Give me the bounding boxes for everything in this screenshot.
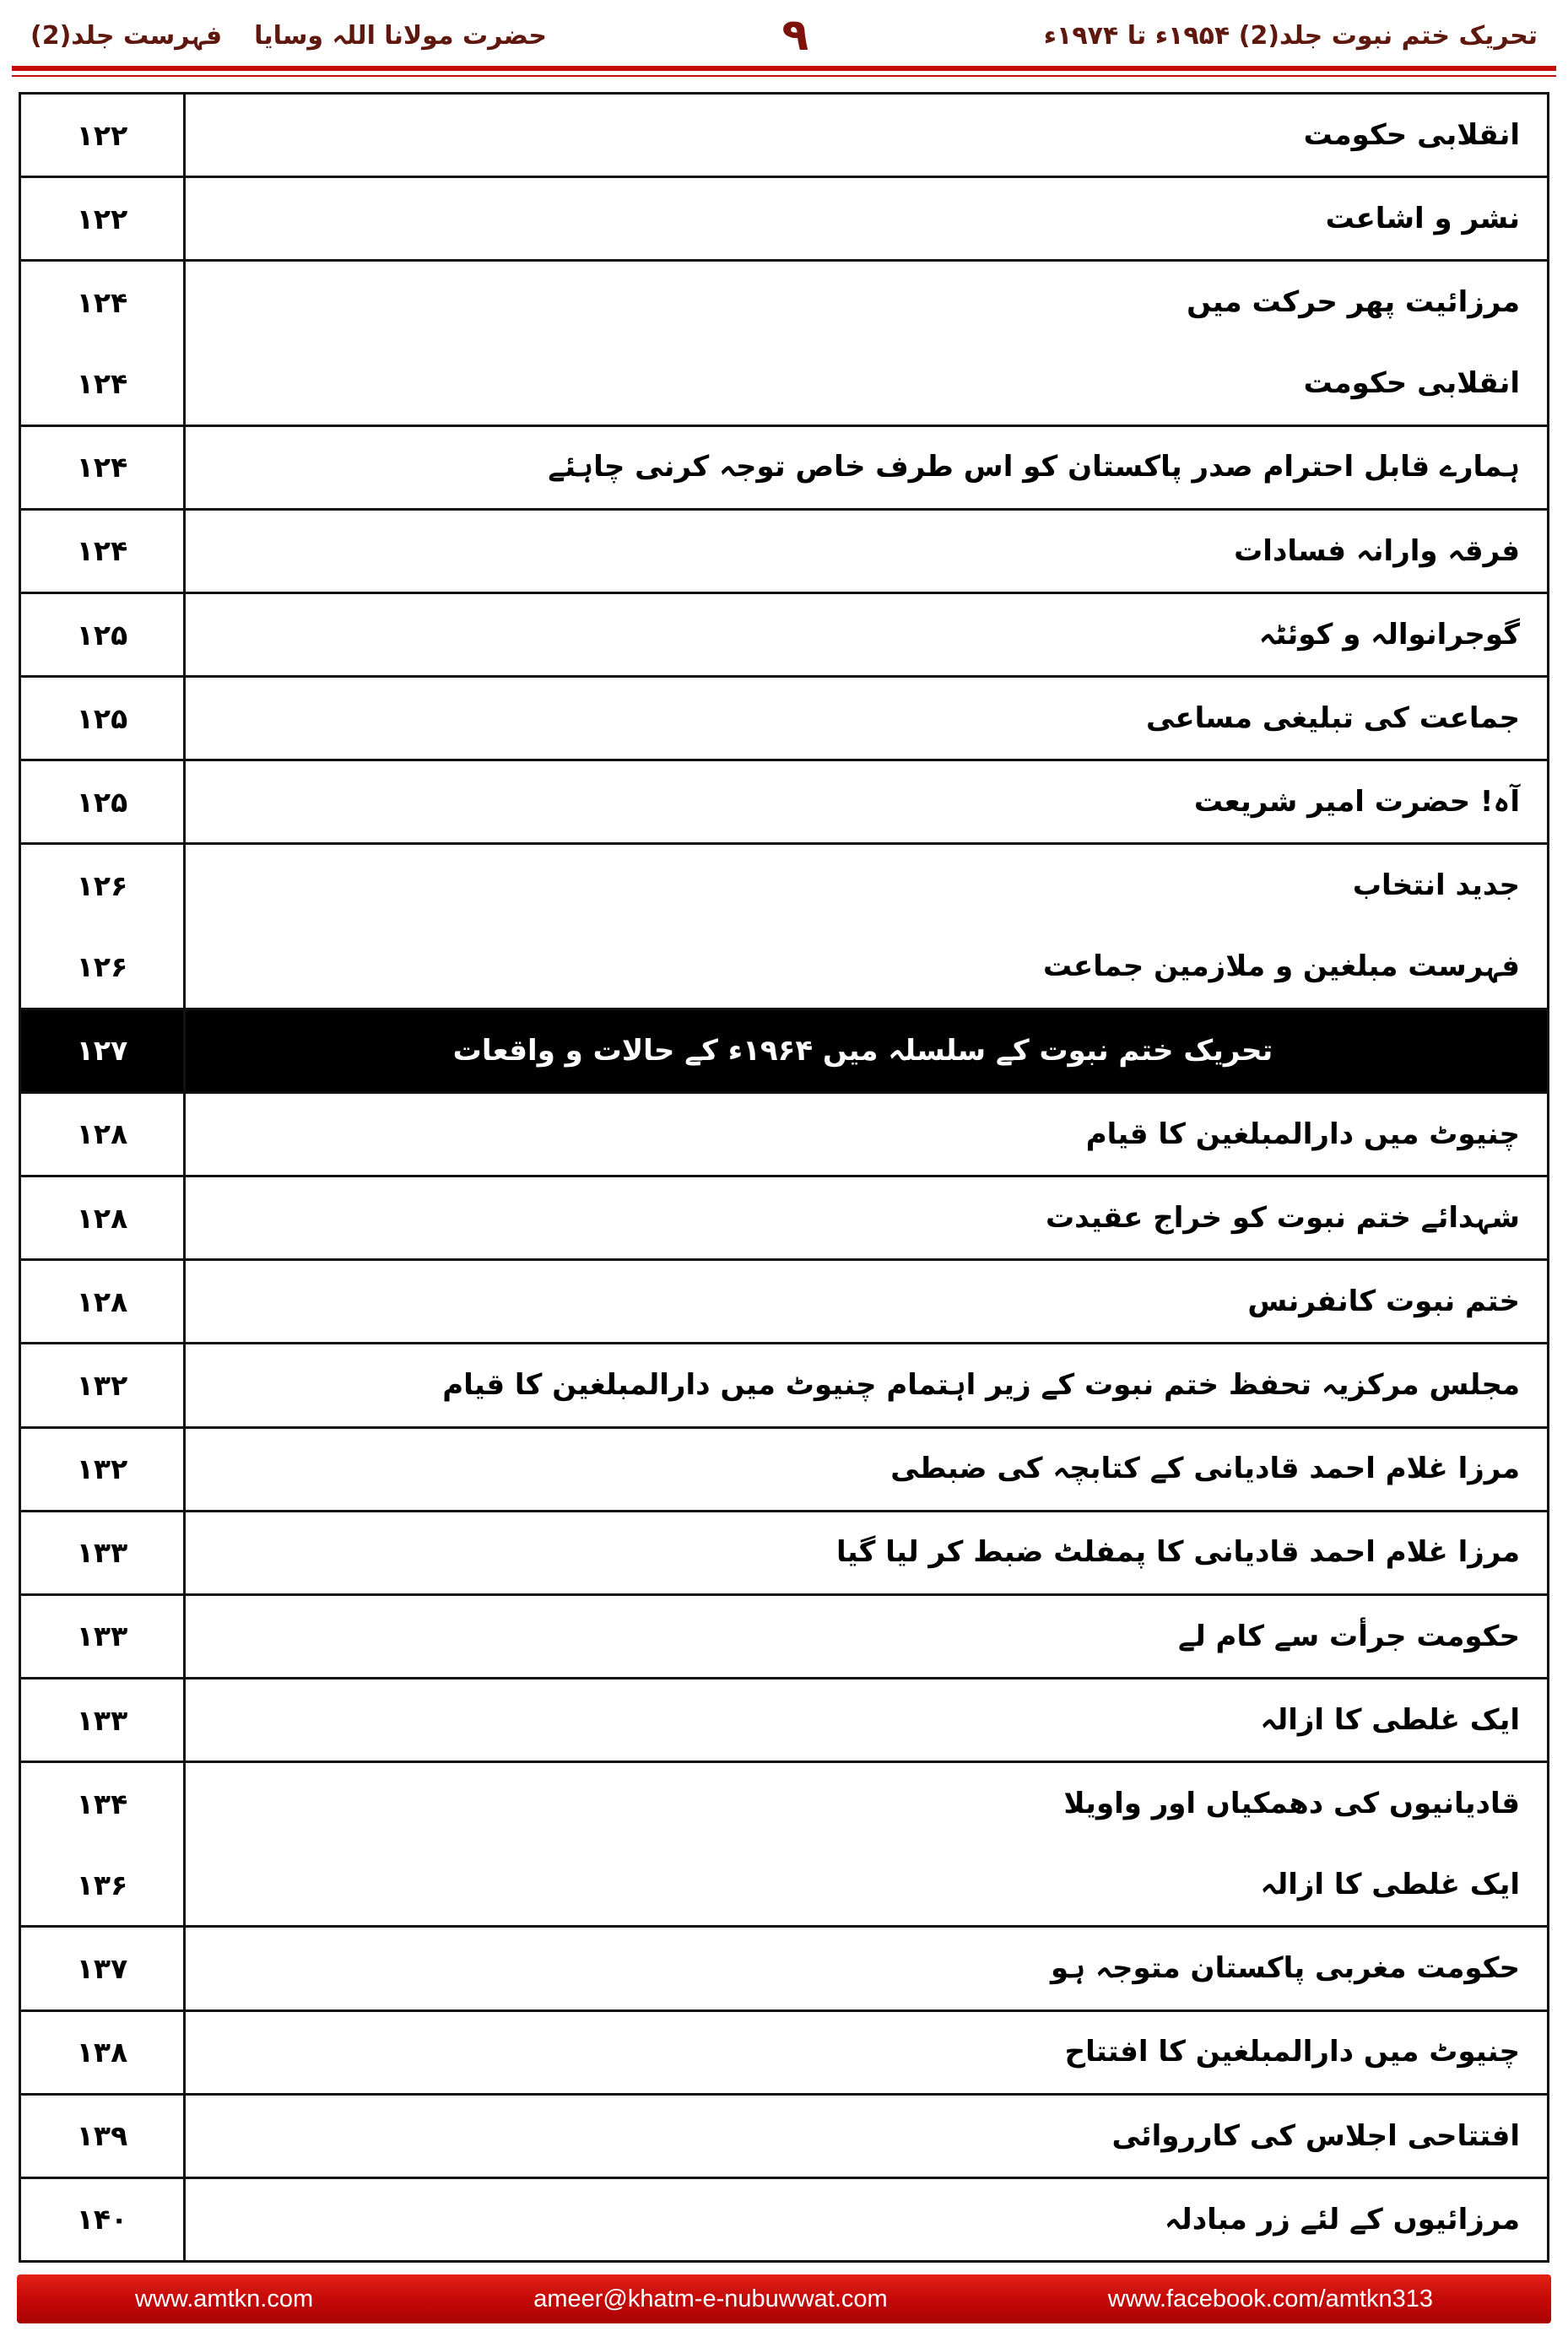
toc-page-number: ۱۳۳ [21, 1596, 186, 1677]
toc-page-number: ۱۲۵ [21, 678, 186, 759]
toc-entry-title: حکومت مغربی پاکستان متوجہ ہو [1050, 1951, 1520, 1986]
toc-page-number: ۱۳۲ [21, 1429, 186, 1510]
toc-entry-title: چنیوٹ میں دارالمبلغین کا افتتاح [1064, 2035, 1520, 2069]
toc-page-number: ۱۲۴ [21, 427, 186, 508]
toc-entry-title: انقلابی حکومت [1303, 117, 1520, 152]
toc-page-number: ۱۳۳ [21, 1512, 186, 1593]
toc-page-number: ۱۳۴ [21, 1763, 186, 1844]
toc-page-number: ۱۳۷ [21, 1928, 186, 2009]
toc-page-number: ۱۲۴ [21, 511, 186, 592]
toc-row [21, 1679, 1547, 1763]
toc-row [21, 1429, 1547, 1512]
toc-row [21, 1596, 1547, 1679]
toc-entry-title: ایک غلطی کا ازالہ [1260, 1702, 1520, 1737]
toc-entry-title: ہمارے قابل احترام صدر پاکستان کو اس طرف خاص توجہ کرنی چاہئے [548, 450, 1520, 484]
toc-entry-title: جدید انتخاب [1352, 868, 1520, 903]
toc-row [21, 761, 1547, 845]
toc-page-number: ۱۲۴ [21, 262, 186, 343]
toc-row [21, 927, 1547, 1010]
toc-row [21, 95, 1547, 178]
toc-row [21, 1763, 1547, 1844]
toc-page-number: ۱۲۴ [21, 343, 186, 424]
toc-entry-title: فرقہ وارانہ فسادات [1234, 533, 1520, 568]
page-number: ۹ [781, 10, 809, 61]
toc-entry-title: ایک غلطی کا ازالہ [1260, 1868, 1520, 1902]
toc-entry-title: فہرست مبلغین و ملازمین جماعت [1043, 949, 1520, 984]
toc-page-number: ۱۲۸ [21, 1094, 186, 1175]
toc-page-number: ۱۳۸ [21, 2012, 186, 2093]
toc-page-number: ۱۳۶ [21, 1844, 186, 1925]
toc-entry-title: نشر و اشاعت [1325, 201, 1520, 235]
header-divider-rule [12, 66, 1556, 77]
toc-entry-title: مرزائیوں کے لئے زر مبادلہ [1165, 2202, 1520, 2237]
toc-entry-title: ختم نبوت کانفرنس [1247, 1285, 1520, 1319]
toc-entry-title: شہدائے ختم نبوت کو خراج عقیدت [1046, 1200, 1520, 1235]
toc-entry-title: چنیوٹ میں دارالمبلغین کا قیام [1085, 1117, 1520, 1151]
toc-row [21, 1928, 1547, 2011]
toc-page-number: ۱۳۳ [21, 1679, 186, 1761]
toc-row [21, 511, 1547, 594]
divider-thin-line [12, 75, 1556, 77]
toc-page-number: ۱۳۲ [21, 1344, 186, 1425]
toc-entry-title: آہ! حضرت امیر شریعت [1193, 785, 1520, 819]
toc-entry-title: تحریک ختم نبوت کے سلسلہ میں ۱۹۶۴ء کے حالات و واقعات [452, 1033, 1273, 1068]
toc-row [21, 1844, 1547, 1928]
header-author-name: حضرت مولانا اللہ وسایا [254, 20, 547, 51]
divider-thick-line [12, 66, 1556, 71]
toc-entry-title: حکومت جرأت سے کام لے [1178, 1619, 1520, 1653]
toc-entry-title: مرزا غلام احمد قادیانی کا پمفلٹ ضبط کر لیا گیا [835, 1535, 1520, 1570]
toc-row [21, 2096, 1547, 2179]
toc-entry-title: مجلس مرکزیہ تحفظ ختم نبوت کے زیر اہتمام چنیوٹ میں دارالمبلغین کا قیام [442, 1368, 1520, 1403]
header-fihrist-volume-label: فہرست جلد(2) [30, 20, 223, 51]
toc-page-number: ۱۳۹ [21, 2096, 186, 2177]
page-footer [17, 2274, 1551, 2323]
toc-row [21, 1512, 1547, 1596]
footer-website-link[interactable]: www.amtkn.com [135, 2285, 314, 2312]
toc-row [21, 178, 1547, 262]
toc-row [21, 427, 1547, 511]
toc-entry-title: مرزائیت پھر حرکت میں [1187, 285, 1520, 320]
toc-entry-title: جماعت کی تبلیغی مساعی [1146, 700, 1520, 735]
toc-entry-title: افتتاحی اجلاس کی کارروائی [1111, 2118, 1520, 2153]
toc-entry-title: انقلابی حکومت [1303, 366, 1520, 401]
toc-page-number: ۱۲۲ [21, 178, 186, 259]
toc-page-number: ۱۲۷ [21, 1010, 186, 1091]
toc-row [21, 343, 1547, 426]
toc-row [21, 678, 1547, 761]
toc-row [21, 1094, 1547, 1177]
toc-page-number: ۱۲۲ [21, 95, 186, 176]
header-book-title: تحریک ختم نبوت جلد(2) ۱۹۵۴ء تا ۱۹۷۴ء [1043, 20, 1538, 51]
toc-row [21, 2012, 1547, 2096]
toc-row [21, 1010, 1547, 1094]
toc-row [21, 1177, 1547, 1261]
toc-row [21, 1344, 1547, 1428]
toc-row [21, 2179, 1547, 2260]
footer-email-link[interactable]: ameer@khatm-e-nubuwwat.com [533, 2285, 888, 2312]
toc-table [19, 92, 1549, 2263]
toc-row [21, 1261, 1547, 1344]
toc-page-number: ۱۲۵ [21, 594, 186, 675]
toc-entry-title: مرزا غلام احمد قادیانی کے کتابچہ کی ضبطی [890, 1452, 1520, 1486]
toc-row [21, 845, 1547, 926]
footer-facebook-link[interactable]: www.facebook.com/amtkn313 [1107, 2285, 1433, 2312]
toc-row [21, 594, 1547, 678]
toc-page-number: ۱۲۸ [21, 1177, 186, 1258]
toc-page-number: ۱۲۶ [21, 927, 186, 1008]
toc-entry-title: گوجرانوالہ و کوئٹہ [1258, 617, 1520, 652]
toc-page-number: ۱۲۵ [21, 761, 186, 842]
toc-entry-title: قادیانیوں کی دھمکیاں اور واویلا [1063, 1786, 1520, 1820]
toc-page-number: ۱۲۸ [21, 1261, 186, 1342]
toc-page-number: ۱۴۰ [21, 2179, 186, 2260]
toc-row [21, 262, 1547, 343]
page-header [0, 0, 1568, 62]
header-left-block [30, 21, 547, 51]
toc-page-number: ۱۲۶ [21, 845, 186, 926]
